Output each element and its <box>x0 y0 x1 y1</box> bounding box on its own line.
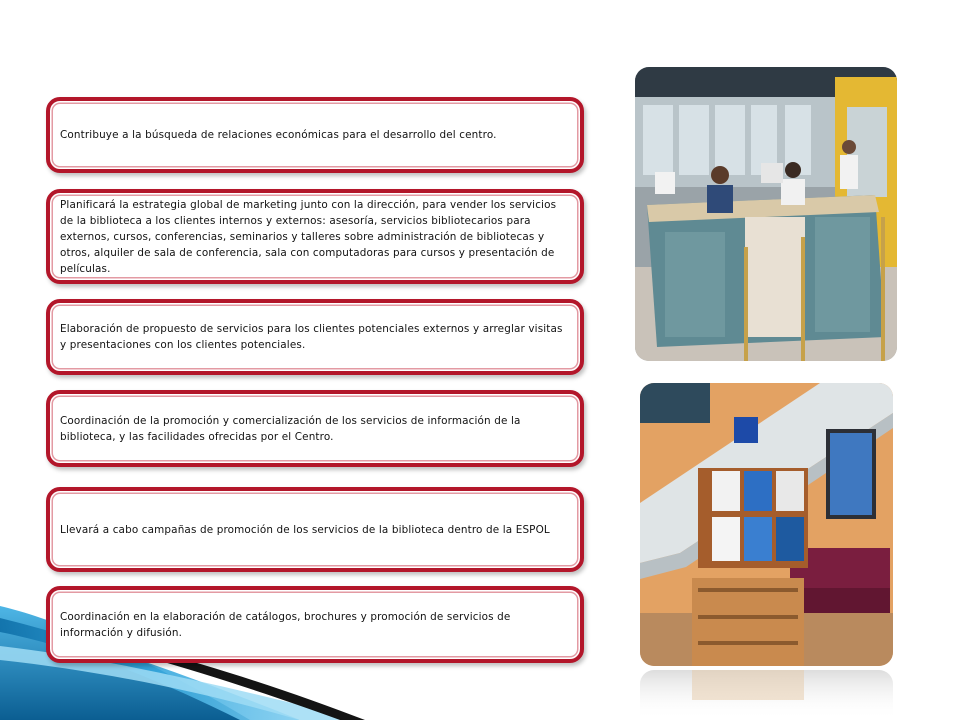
item-box-6 <box>46 586 584 663</box>
library-reading-corner-photo <box>640 383 893 666</box>
item-box-5 <box>46 487 584 572</box>
item-box-2 <box>46 189 584 284</box>
item-box-4 <box>46 390 584 467</box>
item-text-6: Coordinación en la elaboración de catálogos, brochures y promoción de servicios de información y difusión. <box>60 610 511 639</box>
item-text-4: Coordinación de la promoción y comercialización de los servicios de información de la biblioteca, y las facilidades ofrecidas por el Centro. <box>60 414 521 443</box>
item-text-2: Planificará la estrategia global de marketing junto con la dirección, para vender los servicios de la biblioteca a los clientes internos y externos: asesoría, servicios bibliotecarios para externos, cursos, conferencias, seminarios y talleres sobre administración de bibliotecas y otros, alquiler de sala de conferencia, sala con computadoras para cursos y presentación de películas. <box>60 198 557 275</box>
item-text-5: Llevará a cabo campañas de promoción de los servicios de la biblioteca dentro de la ESPOL <box>60 523 550 536</box>
library-reception-desk-photo <box>635 67 897 361</box>
item-text-3: Elaboración de propuesto de servicios para los clientes potenciales externos y arreglar visitas y presentaciones con los clientes potenciales. <box>60 323 563 351</box>
item-box-1 <box>46 97 584 173</box>
item-box-3 <box>46 299 584 375</box>
item-text-1: Contribuye a la búsqueda de relaciones económicas para el desarrollo del centro. <box>60 129 497 141</box>
photo-reflection <box>640 670 893 720</box>
